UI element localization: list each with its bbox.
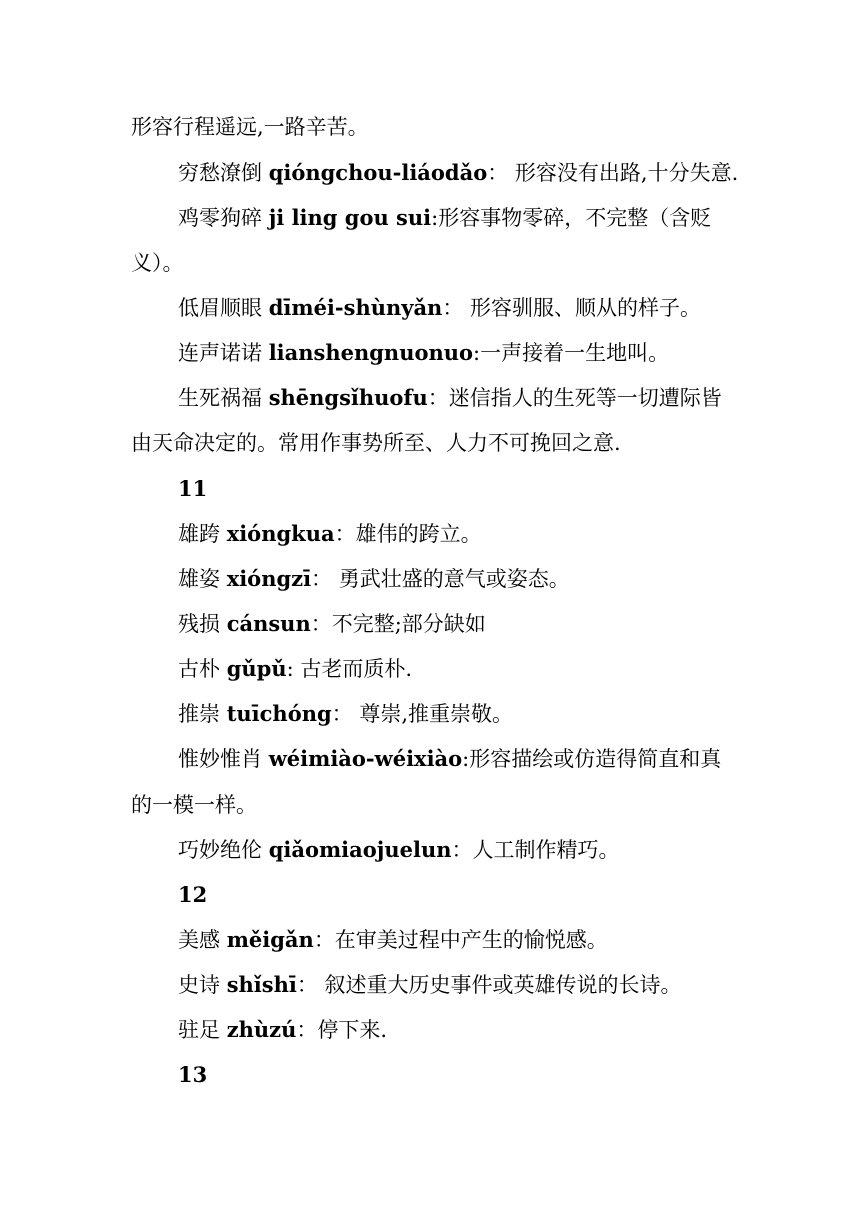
- entry-pinyin: shǐshī: [226, 972, 297, 997]
- text-line: [178, 203, 711, 233]
- text-line: [178, 519, 482, 549]
- entry-term: 史诗: [178, 973, 227, 997]
- text-line: [178, 564, 570, 594]
- entry-definition: ：停下来.: [296, 1018, 388, 1042]
- entry-definition: ： 形容没有出路,十分失意.: [487, 161, 739, 185]
- entry-pinyin: cánsun: [226, 611, 311, 636]
- entry-definition: 形容行程遥远,一路辛苦。: [131, 115, 369, 139]
- entry-definition: ： 叙述重大历史事件或英雄传说的长诗。: [296, 973, 682, 997]
- entry-pinyin: lianshengnuonuo: [268, 340, 474, 365]
- entry-pinyin: qióngchou-liáodǎo: [268, 160, 488, 185]
- entry-term: 推崇: [178, 702, 227, 726]
- entry-definition: :一声接着一生地叫。: [473, 341, 670, 365]
- entry-term: 驻足: [178, 1018, 227, 1042]
- entry-pinyin: 12: [178, 882, 208, 907]
- entry-definition: ： 勇武壮盛的意气或姿态。: [311, 567, 570, 591]
- text-line: [131, 790, 257, 820]
- text-line: [178, 158, 738, 188]
- entry-pinyin: wéimiào-wéixiào: [268, 746, 463, 771]
- entry-pinyin: gǔpǔ: [226, 656, 287, 681]
- entry-term: 古朴: [178, 657, 227, 681]
- section-number: [178, 474, 207, 504]
- text-line: [178, 1015, 387, 1045]
- entry-pinyin: 13: [178, 1062, 208, 1087]
- text-line: [178, 835, 620, 865]
- text-line: [178, 699, 513, 729]
- entry-term: 雄姿: [178, 567, 227, 591]
- entry-term: 鸡零狗碎: [178, 206, 269, 230]
- entry-term: 美感: [178, 928, 227, 952]
- entry-definition: : 古老而质朴.: [286, 657, 413, 681]
- entry-term: 低眉顺眼: [178, 296, 269, 320]
- text-line: [178, 970, 682, 1000]
- entry-definition: 由天命决定的。常用作事势所至、人力不可挽回之意.: [131, 431, 621, 455]
- entry-definition: ：雄伟的跨立。: [334, 522, 482, 546]
- text-line: [178, 293, 701, 323]
- entry-definition: :形容事物零碎，不完整（含贬: [431, 206, 712, 230]
- text-line: [131, 112, 369, 142]
- entry-definition: ：不完整;部分缺如: [310, 612, 486, 636]
- entry-pinyin: ji ling gou sui: [268, 205, 432, 230]
- entry-pinyin: tuīchóng: [226, 701, 332, 726]
- entry-pinyin: zhùzú: [226, 1017, 297, 1042]
- text-line: [178, 609, 486, 639]
- text-line: [178, 654, 412, 684]
- entry-definition: ： 形容驯服、顺从的样子。: [442, 296, 702, 320]
- section-number: [178, 880, 207, 910]
- text-line: [178, 383, 722, 413]
- text-line: [178, 338, 669, 368]
- text-line: [131, 248, 184, 278]
- entry-definition: 义）。: [131, 251, 184, 275]
- entry-term: 惟妙惟肖: [178, 747, 269, 771]
- entry-term: 连声诺诺: [178, 341, 269, 365]
- entry-pinyin: 11: [178, 476, 208, 501]
- entry-pinyin: xióngkua: [226, 521, 335, 546]
- entry-term: 穷愁潦倒: [178, 161, 269, 185]
- entry-term: 残损: [178, 612, 227, 636]
- entry-definition: :形容描绘或仿造得简直和真: [462, 747, 722, 771]
- entry-definition: ：在审美过程中产生的愉悦感。: [313, 928, 608, 952]
- entry-pinyin: qiǎomiaojuelun: [268, 837, 452, 862]
- entry-definition: ： 尊崇,推重崇敬。: [331, 702, 514, 726]
- text-line: [178, 925, 608, 955]
- entry-pinyin: dīméi-shùnyǎn: [268, 295, 443, 320]
- entry-pinyin: shēngsǐhuofu: [268, 385, 428, 410]
- entry-term: 巧妙绝伦: [178, 838, 269, 862]
- entry-definition: ：迷信指人的生死等一切遭际皆: [427, 386, 722, 410]
- entry-pinyin: měigǎn: [226, 927, 314, 952]
- entry-term: 雄跨: [178, 522, 227, 546]
- entry-definition: 的一模一样。: [131, 793, 257, 817]
- entry-definition: ：人工制作精巧。: [451, 838, 620, 862]
- entry-term: 生死祸福: [178, 386, 269, 410]
- text-line: [131, 428, 621, 458]
- section-number: [178, 1060, 207, 1090]
- text-line: [178, 744, 721, 774]
- entry-pinyin: xióngzī: [226, 566, 312, 591]
